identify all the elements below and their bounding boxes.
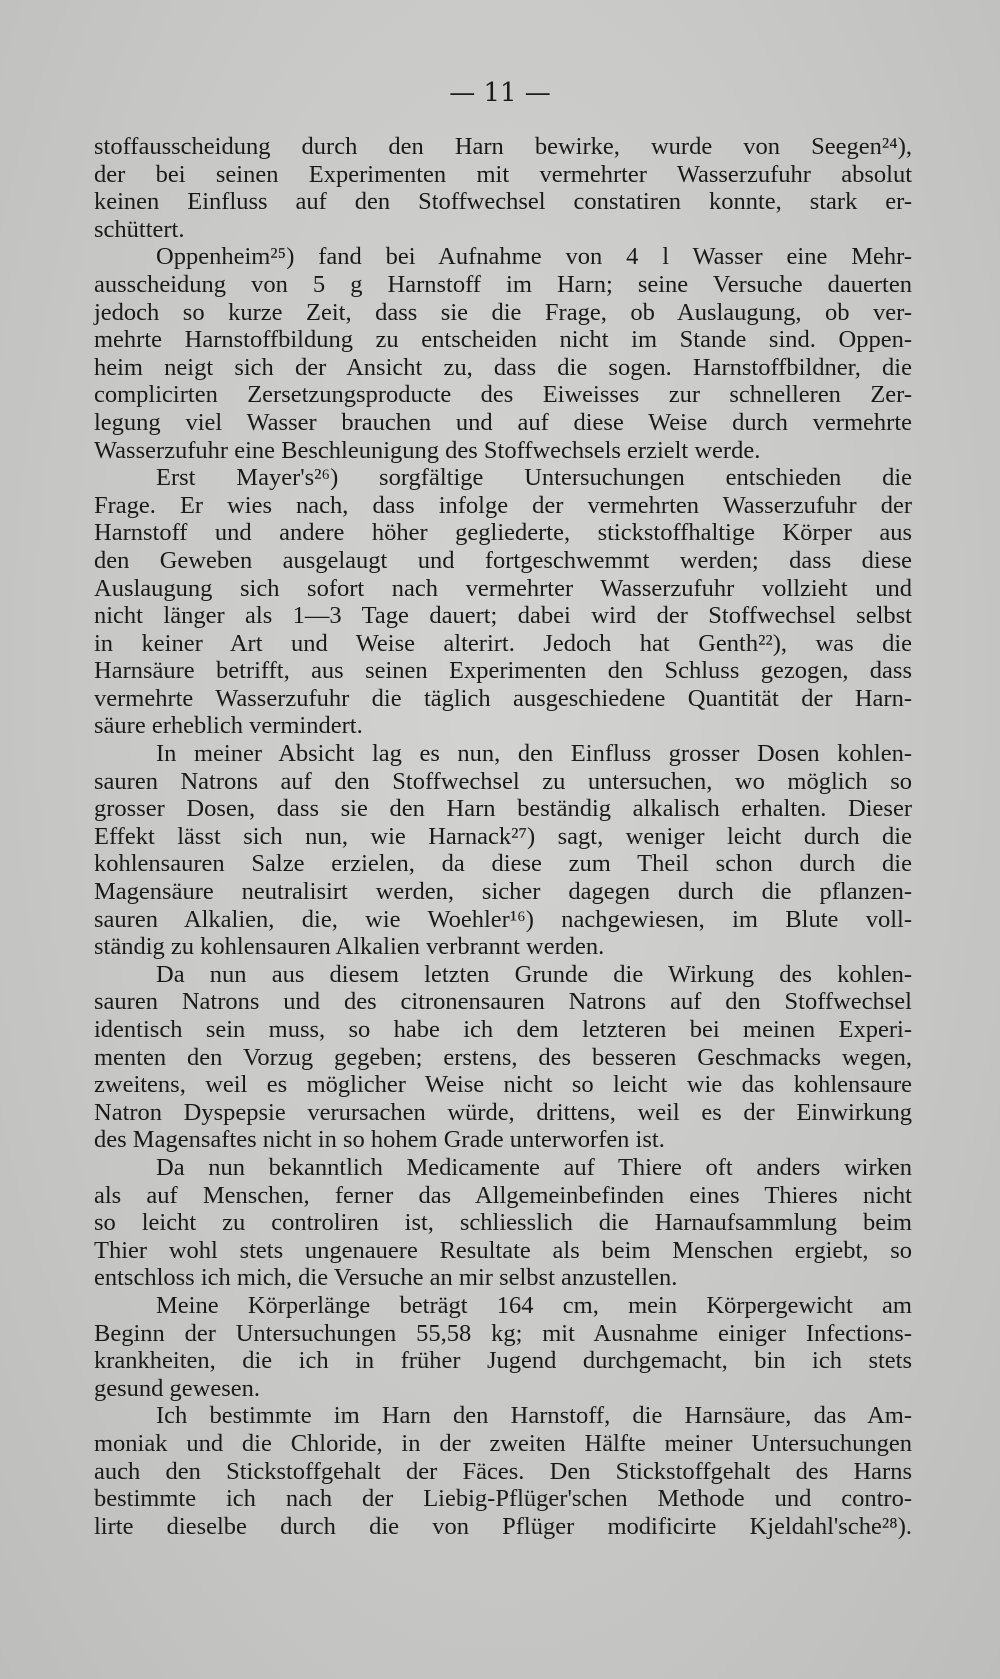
text-line: als auf Menschen, ferner das Allgemeinbefinden eines Thieres nicht xyxy=(94,1181,912,1209)
text-line: Thier wohl stets ungenauere Resultate als beim Menschen ergiebt, so xyxy=(94,1236,912,1264)
text-line: in keiner Art und Weise alterirt. Jedoch hat Genth²²), was die xyxy=(94,629,912,657)
text-line: complicirten Zersetzungsproducte des Eiweisses zur schnelleren Zer- xyxy=(94,381,912,409)
text-line: sauren Natrons auf den Stoffwechsel zu untersuchen, wo möglich so xyxy=(94,767,912,795)
text-line: des Magensaftes nicht in so hohem Grade unterworfen ist. xyxy=(94,1126,665,1154)
text-line: sauren Natrons und des citronensauren Natrons auf den Stoffwechsel xyxy=(94,988,912,1016)
text-line: keinen Einfluss auf den Stoffwechsel constatiren konnte, stark er- xyxy=(94,188,912,216)
text-line: kohlensauren Salze erzielen, da diese zum Theil schon durch die xyxy=(94,850,912,878)
text-line: sauren Alkalien, die, wie Woehler¹⁶) nachgewiesen, im Blute voll- xyxy=(94,905,912,933)
text-line: zweitens, weil es möglicher Weise nicht so leicht wie das kohlensaure xyxy=(94,1071,912,1099)
text-line: Effekt lässt sich nun, wie Harnack²⁷) sagt, weniger leicht durch die xyxy=(94,822,912,850)
text-line: schüttert. xyxy=(94,215,185,243)
text-line: grosser Dosen, dass sie den Harn beständig alkalisch erhalten. Dieser xyxy=(94,795,912,823)
text-line: menten den Vorzug gegeben; erstens, des besseren Geschmacks wegen, xyxy=(94,1043,912,1071)
text-line: heim neigt sich der Ansicht zu, dass die sogen. Harnstoffbildner, die xyxy=(94,353,912,381)
text-line: bestimmte ich nach der Liebig-Pflüger'schen Methode und contro- xyxy=(94,1485,912,1513)
text-line: so leicht zu controliren ist, schliesslich die Harnaufsammlung beim xyxy=(94,1209,912,1237)
text-line: entschloss ich mich, die Versuche an mir selbst anzustellen. xyxy=(94,1264,678,1292)
text-line: mehrte Harnstoffbildung zu entscheiden nicht im Stande sind. Oppen- xyxy=(94,326,912,354)
text-line: der bei seinen Experimenten mit vermehrter Wasserzufuhr absolut xyxy=(94,160,912,188)
body-text xyxy=(94,133,912,1540)
text-line: lirte dieselbe durch die von Pflüger modificirte Kjeldahl'sche²⁸). xyxy=(94,1512,912,1540)
text-line: ausscheidung von 5 g Harnstoff im Harn; seine Versuche dauerten xyxy=(94,270,912,298)
text-line: nicht länger als 1—3 Tage dauert; dabei wird der Stoffwechsel selbst xyxy=(94,602,912,630)
text-line: Natron Dyspepsie verursachen würde, drittens, weil es der Einwirkung xyxy=(94,1098,912,1126)
text-line: stoffausscheidung durch den Harn bewirke, wurde von Seegen²⁴), xyxy=(94,133,912,160)
text-line: Magensäure neutralisirt werden, sicher dagegen durch die pflanzen- xyxy=(94,878,912,906)
text-line: moniak und die Chloride, in der zweiten Hälfte meiner Untersuchungen xyxy=(94,1429,912,1457)
text-line: legung viel Wasser brauchen und auf diese Weise durch vermehrte xyxy=(94,408,912,436)
text-line: auch den Stickstoffgehalt der Fäces. Den Stickstoffgehalt des Harns xyxy=(94,1457,912,1485)
text-line: identisch sein muss, so habe ich dem letzteren bei meinen Experi- xyxy=(94,1016,912,1043)
text-line: Auslaugung sich sofort nach vermehrter Wasserzufuhr vollzieht und xyxy=(94,574,912,602)
text-line: Oppenheim²⁵) fand bei Aufnahme von 4 l Wasser eine Mehr- xyxy=(156,243,912,271)
text-line: Da nun bekanntlich Medicamente auf Thiere oft anders wirken xyxy=(156,1153,912,1181)
text-line: säure erheblich vermindert. xyxy=(94,712,363,740)
text-line: Beginn der Untersuchungen 55,58 kg; mit Ausnahme einiger Infections- xyxy=(94,1319,912,1347)
text-line: vermehrte Wasserzufuhr die täglich ausgeschiedene Quantität der Harn- xyxy=(94,684,912,712)
text-line: Da nun aus diesem letzten Grunde die Wirkung des kohlen- xyxy=(156,960,912,988)
text-line: Meine Körperlänge beträgt 164 cm, mein Körpergewicht am xyxy=(156,1291,912,1319)
text-line: Frage. Er wies nach, dass infolge der vermehrten Wasserzufuhr der xyxy=(94,491,912,519)
text-line: den Geweben ausgelaugt und fortgeschwemmt werden; dass diese xyxy=(94,546,912,574)
page-number: — 11 — xyxy=(449,78,551,108)
text-line: gesund gewesen. xyxy=(94,1374,261,1402)
text-line: Wasserzufuhr eine Beschleunigung des Stoffwechsels erzielt werde. xyxy=(94,436,761,464)
text-line: Erst Mayer's²⁶) sorgfältige Untersuchungen entschieden die xyxy=(156,464,912,492)
text-line: Harnstoff und andere höher gegliederte, stickstoffhaltige Körper aus xyxy=(94,519,912,547)
text-line: In meiner Absicht lag es nun, den Einfluss grosser Dosen kohlen- xyxy=(156,740,912,768)
text-line: Ich bestimmte im Harn den Harnstoff, die Harnsäure, das Am- xyxy=(156,1402,912,1430)
text-line: krankheiten, die ich in früher Jugend durchgemacht, bin ich stets xyxy=(94,1347,912,1375)
text-line: jedoch so kurze Zeit, dass sie die Frage, ob Auslaugung, ob ver- xyxy=(94,298,912,326)
text-line: Harnsäure betrifft, aus seinen Experimenten den Schluss gezogen, dass xyxy=(94,657,912,685)
text-line: ständig zu kohlensauren Alkalien verbrannt werden. xyxy=(94,933,605,961)
